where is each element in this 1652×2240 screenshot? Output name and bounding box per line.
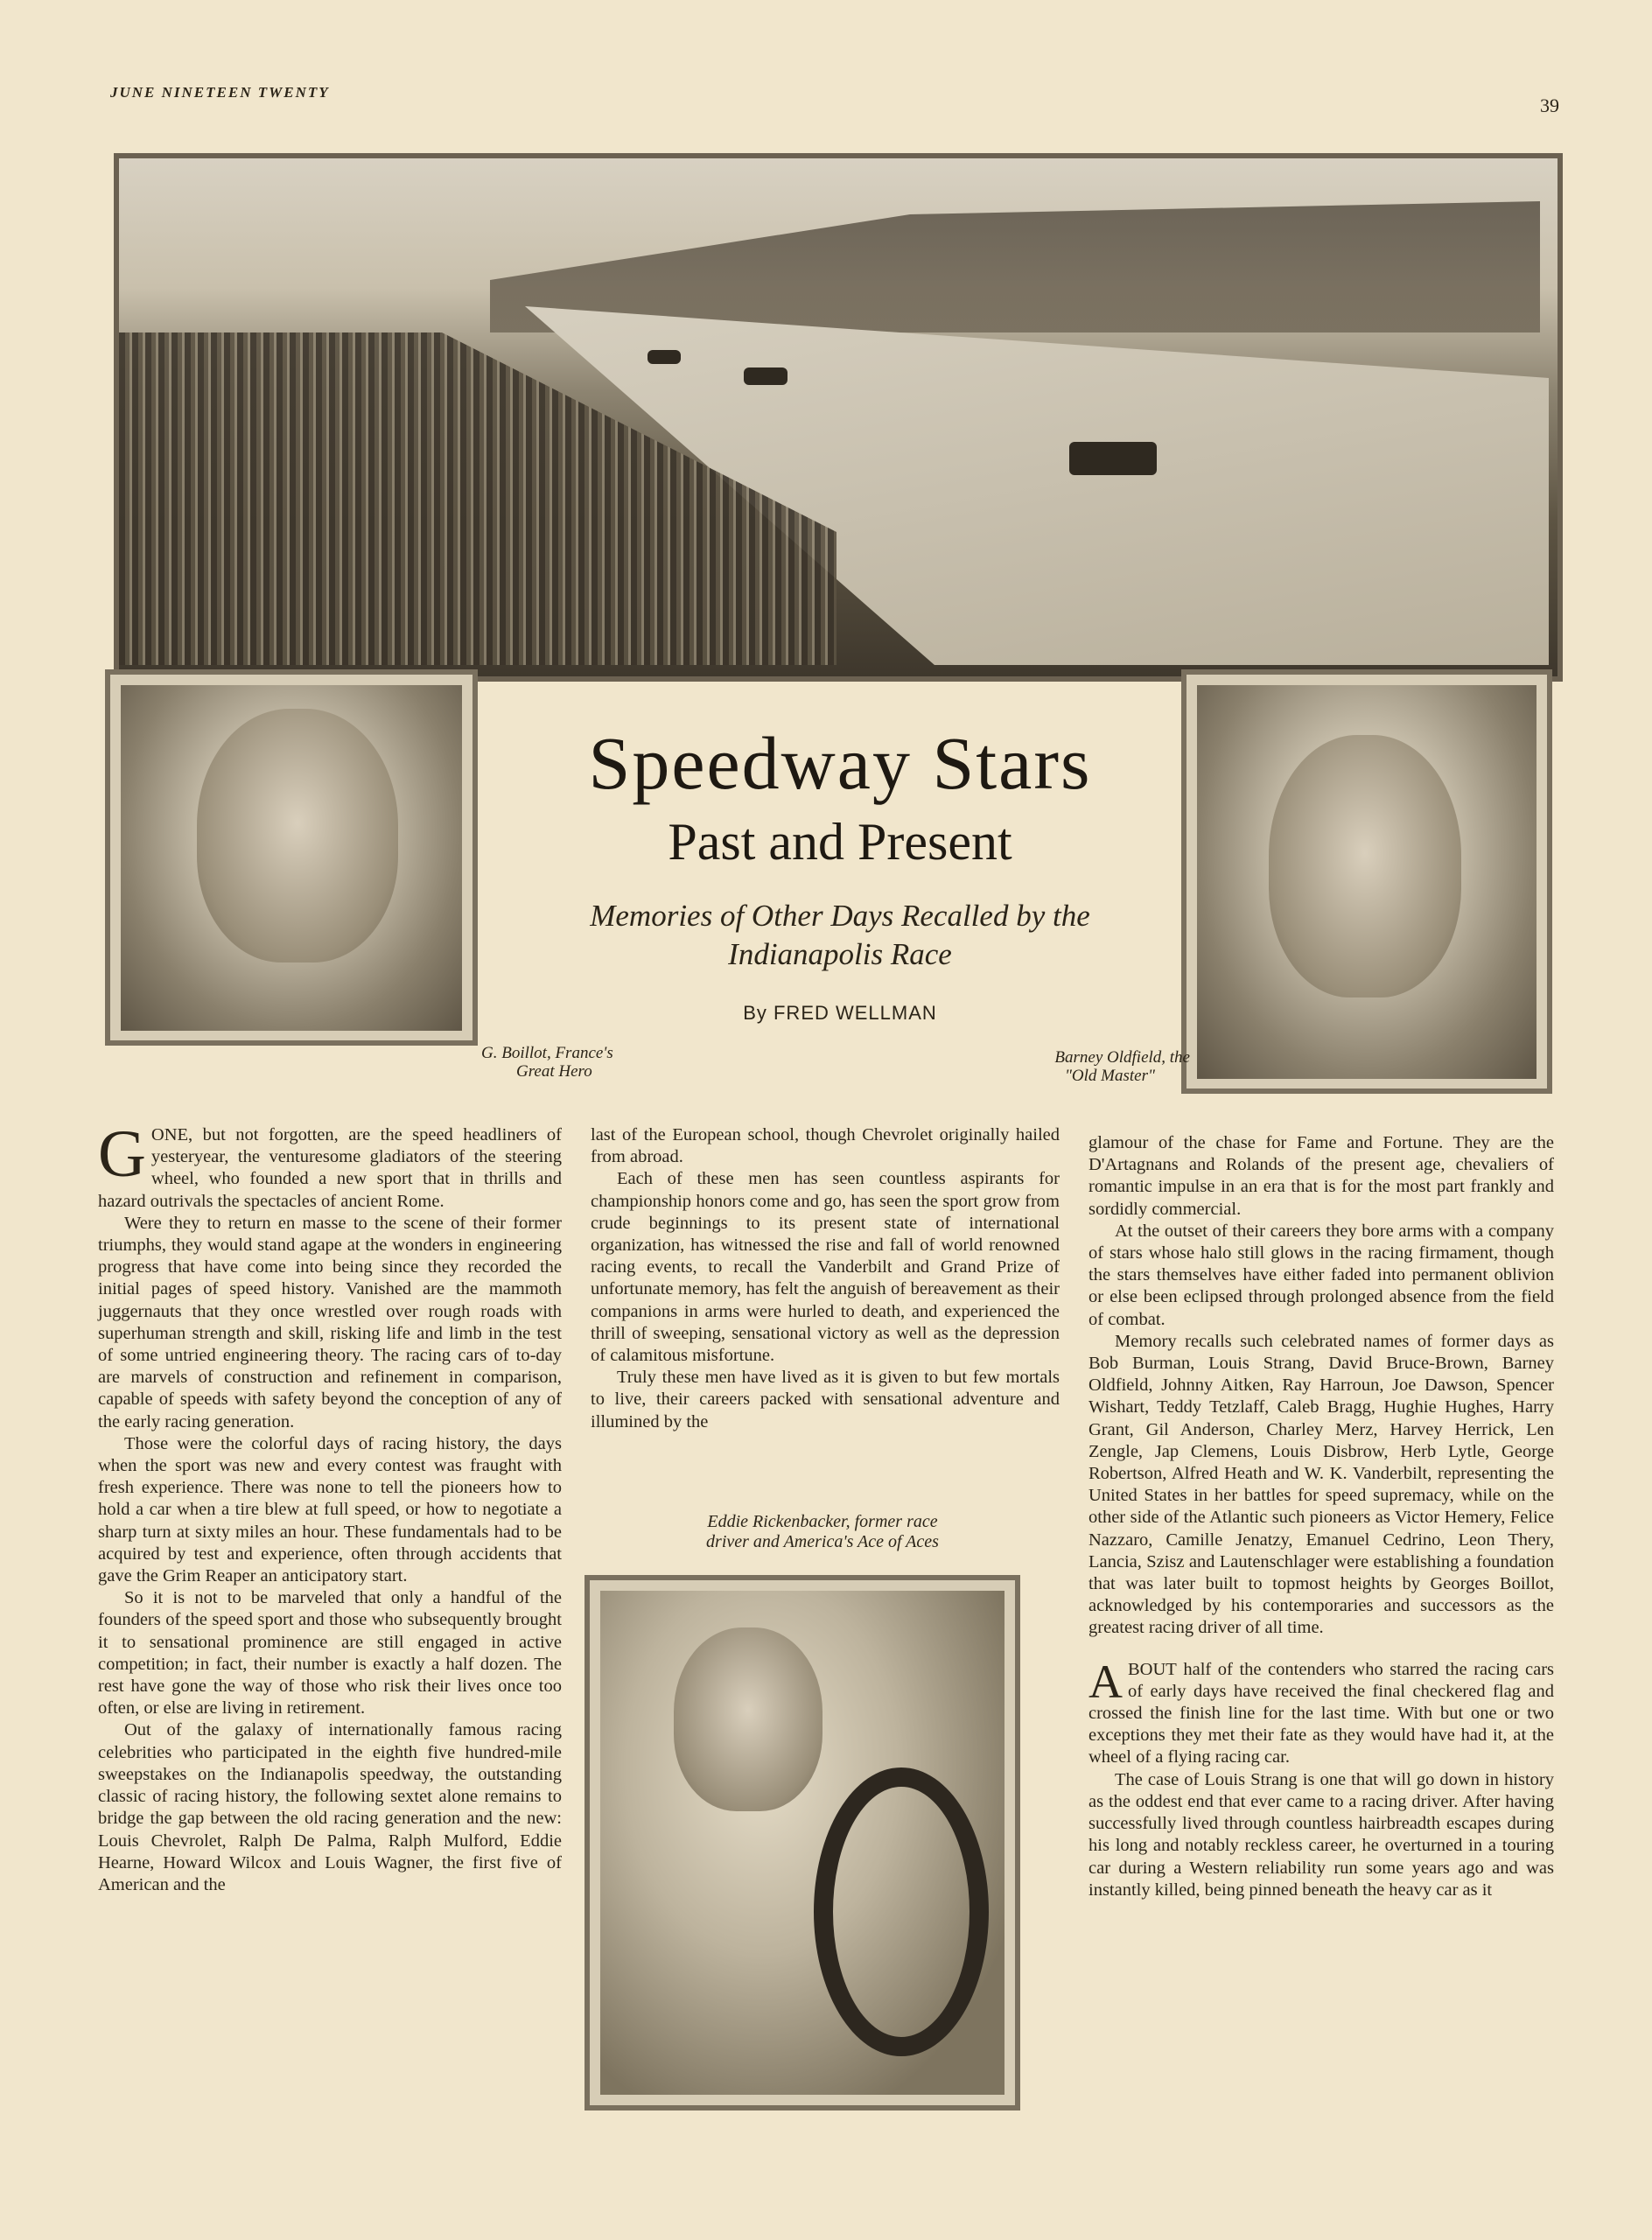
deck-line: Memories of Other Days Recalled by the (590, 899, 1090, 933)
oldfield-caption (980, 1048, 1190, 1085)
paragraph: At the outset of their careers they bore arms with a company of stars whose halo still glows in the racing firmament, though the stars themselves have either faded into permanent oblivion or else been eclipsed through prolonged absence from the field of combat. (1088, 1221, 1554, 1329)
rickenbacker-caption (612, 1512, 1032, 1552)
paragraph: The case of Louis Strang is one that will go down in history as the oddest end that ever came to a racing driver. After having successfully lived through countless hairbreadth escapes during his long and notably reckless career, he overturned in a touring car during a Western reliability run some years ago and was instantly killed, being pinned beneath the heavy car as it (1088, 1769, 1554, 1900)
rickenbacker-face-image (674, 1628, 822, 1811)
paragraph (98, 1117, 562, 1213)
deck-line: Indianapolis Race (728, 937, 952, 971)
article-column-2 (591, 1124, 1060, 1433)
paragraph-text: half of the contenders who starred the racing cars of early days have received the final checkered flag and crossed the finish line for the last time. With but one or two exceptions they met their fate as they would have had it, at the wheel of a flying racing car. (1088, 1659, 1554, 1768)
article-title: Speedway Stars (588, 721, 1092, 805)
article-subtitle: Past and Present (668, 813, 1012, 871)
article-column-3 (1088, 1132, 1554, 1901)
caption-line: Eddie Rickenbacker, former race (707, 1512, 938, 1531)
article-deck (508, 897, 1172, 974)
article-column-1 (98, 1117, 562, 1896)
race-car-image (1069, 442, 1157, 475)
paragraph: Each of these men has seen countless aspirants for championship honors come and go, has seen the sport grow from crude beginnings to its present state of international organization, has witnessed the rise and fall of world renowned racing events, to recall the Vanderbilt and Grand Prize of unfortunate memory, has felt the anguish of bereavement as their companions in arms were hurled to death, and experienced the thrill of sweeping, sensational victory as well as the depression of calamitous misfortune. (591, 1169, 1060, 1366)
caption-line: driver and America's Ace of Aces (706, 1532, 939, 1551)
paragraph: last of the European school, though Chevrolet originally hailed from abroad. (591, 1125, 1060, 1167)
steering-wheel-image (814, 1768, 989, 2056)
page-number: 39 (1540, 94, 1559, 116)
drop-cap: G (98, 1117, 146, 1191)
paragraph: Those were the colorful days of racing history, the days when the sport was new and every contest was fraught with fresh experience. There was none to tell the pioneers how to hold a car when a tire blew at full speed, or how to negotiate a sharp turn at sixty miles an hour. These fundamentals had to be acquired by test and experience, often through accidents that gave the Grim Reaper an anticipatory start. (98, 1433, 562, 1586)
lead-word: ONE, (150, 1125, 193, 1144)
caption-line: Barney Oldfield, the (1054, 1048, 1190, 1067)
boillot-caption (481, 1044, 674, 1081)
paragraph (1088, 1655, 1554, 1769)
drop-cap: A (1088, 1655, 1123, 1708)
race-car-image (744, 368, 788, 385)
paragraph: So it is not to be marveled that only a handful of the founders of the speed sport and those who subsequently brought it to sensational prominence are still engaged in active competition; in fact, their number is exactly a half dozen. The rest have gone the way of those who risk their lives once too often, or else are living in retirement. (98, 1588, 562, 1718)
race-car-image (648, 350, 681, 364)
paragraph: Out of the galaxy of internationally famous racing celebrities who participated in the eighth five hundred-mile sweepstakes on the Indianapolis speedway, the outstanding classic of racing history, the following sextet alone remains to bridge the gap between the old racing generation and the new: Louis Chevrolet, Ralph De Palma, Ralph Mulford, Eddie Hearne, Howard Wilcox and Louis Wagner, the first five of American and the (98, 1720, 562, 1894)
paragraph-text: but not forgotten, are the speed headliners of yesteryear, the venturesome gladiators of the steering wheel, who founded a new sport that in thrills and hazard outrivals the spectacles of ancient Rome. (98, 1125, 562, 1211)
caption-line: G. Boillot, France's (481, 1044, 613, 1062)
running-head: JUNE NINETEEN TWENTY (110, 84, 330, 101)
byline: By FRED WELLMAN (743, 1002, 937, 1024)
caption-line: "Old Master" (1064, 1067, 1155, 1085)
boillot-face-image (197, 709, 398, 962)
caption-line: Great Hero (516, 1062, 592, 1081)
paragraph: Truly these men have lived as it is given to but few mortals to live, their careers packed with sensational adventure and illumined by the (591, 1368, 1060, 1432)
paragraph: Were they to return en masse to the scene of their former triumphs, they would stand agape at the wonders in engineering progress that have come into being since they recorded the initial pages of speed history. Vanished are the mammoth juggernauts that they once wrestled over rough roads with superhuman strength and skill, risking life and limb in the test of some untried engineering theory. The racing cars of to-day are marvels of construction and refinement in comparison, capable of speeds with safety beyond the conception of any of the early racing generation. (98, 1213, 562, 1432)
lead-word: BOUT (1128, 1659, 1177, 1679)
oldfield-face-image (1269, 735, 1461, 998)
paragraph: glamour of the chase for Fame and Fortune. They are the D'Artagnans and Rolands of the present age, chevaliers of romantic impulse in an era that is for the most part frankly and sordidly commercial. (1088, 1133, 1554, 1219)
paragraph: Memory recalls such celebrated names of former days as Bob Burman, Louis Strang, David Bruce-Brown, Barney Oldfield, Johnny Aitken, Ray Harroun, Joe Dawson, Spencer Wishart, Teddy Tetzlaff, Caleb Bragg, Hughie Hughes, Harry Grant, Gil Anderson, Charley Merz, Harvey Herrick, Len Zengle, Jap Clemens, Louis Disbrow, Herb Lytle, George Robertson, Alfred Heath and W. K. Vanderbilt, representing the United States in her battles for speed supremacy, while on the other side of the Atlantic such pioneers as Victor Hemery, Felice Nazzaro, Camille Jenatzy, Emanuel Cedrino, Leon Thery, Lancia, Szisz and Lautenschlager were establishing a foundation that was later built to topmost heights by Georges Boillot, acknowledged by his contemporaries and successors as the greatest racing driver of all time. (1088, 1331, 1554, 1638)
